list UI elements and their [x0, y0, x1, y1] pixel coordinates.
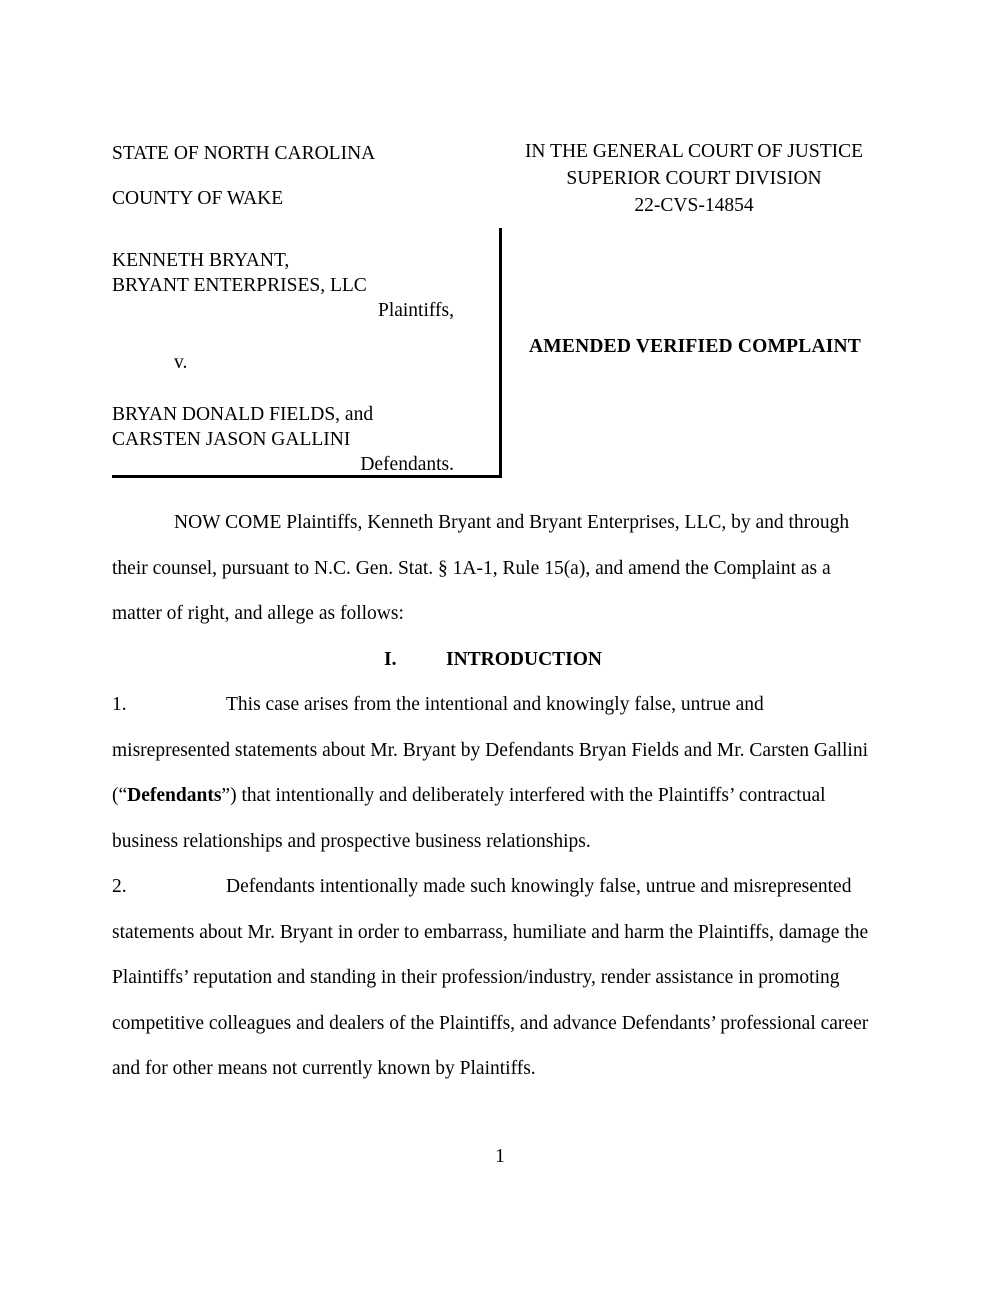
plaintiff-name-1: KENNETH BRYANT,: [112, 250, 290, 271]
defendant-name-2: CARSTEN JASON GALLINI: [112, 429, 351, 450]
page-number: 1: [495, 1146, 505, 1167]
document-header: [112, 138, 888, 219]
preamble-line-3: matter of right, and allege as follows:: [112, 603, 404, 624]
paragraph-2-line-2: statements about Mr. Bryant in order to embarrass, humiliate and harm the Plaintiffs, damage the: [112, 921, 869, 943]
paragraph-2: [112, 864, 894, 1092]
section-title: INTRODUCTION: [445, 648, 603, 670]
paragraph-1-number: 1.: [112, 694, 127, 715]
case-number: 22-CVS-14854: [634, 195, 754, 216]
state-line: STATE OF NORTH CAROLINA: [112, 143, 376, 164]
paragraph-1-line-1: 1. This case arises from the intentional and knowingly false, untrue and: [112, 682, 894, 728]
paragraph-2-line-3: Plaintiffs’ reputation and standing in their profession/industry, render assistance in promoting: [112, 967, 840, 988]
versus-label: v.: [174, 352, 188, 373]
paragraph-2-line-1: 2. Defendants intentionally made such knowingly false, untrue and misrepresented: [112, 864, 894, 910]
jurisdiction-block: [112, 138, 500, 214]
document-title: AMENDED VERIFIED COMPLAINT: [528, 336, 862, 357]
paragraph-1-line-3: (“Defendants”) that intentionally and deliberately interfered with the Plaintiffs’ contractual: [112, 785, 826, 806]
paragraph-1: [112, 682, 894, 864]
section-heading-introduction: [92, 637, 894, 683]
paragraph-1-line-4: business relationships and prospective business relationships.: [112, 830, 591, 852]
paragraph-2-line-4: competitive colleagues and dealers of the Plaintiffs, and advance Defendants’ professional career: [112, 1012, 869, 1034]
county-line: COUNTY OF WAKE: [112, 188, 284, 209]
defendant-name-1: BRYAN DONALD FIELDS, and: [112, 404, 374, 425]
court-name-line1: IN THE GENERAL COURT OF JUSTICE: [524, 141, 864, 162]
court-block: [500, 138, 888, 219]
paragraph-2-number: 2.: [112, 876, 127, 897]
document-body: [112, 500, 894, 1092]
preamble-line-2: their counsel, pursuant to N.C. Gen. Stat. § 1A-1, Rule 15(a), and amend the Complaint as a: [112, 557, 831, 579]
defined-term-defendants: Defendants: [127, 785, 222, 806]
paragraph-1-line-2: misrepresented statements about Mr. Bryant by Defendants Bryan Fields and Mr. Carsten Gallini: [112, 739, 869, 761]
court-name-line2: SUPERIOR COURT DIVISION: [566, 168, 822, 189]
parties-block: [112, 248, 472, 477]
section-number: I.: [383, 648, 397, 670]
plaintiff-role-label: Plaintiffs,: [377, 300, 454, 321]
case-caption: [112, 228, 888, 478]
header-spacer: [112, 169, 500, 183]
preamble-line-1: NOW COME Plaintiffs, Kenneth Bryant and Bryant Enterprises, LLC, by and through: [174, 512, 850, 533]
preamble-paragraph: [112, 500, 894, 637]
defendant-role-label: Defendants.: [360, 454, 454, 475]
paragraph-2-line-5: and for other means not currently known by Plaintiffs.: [112, 1058, 536, 1079]
plaintiff-name-2: BRYANT ENTERPRISES, LLC: [112, 275, 367, 296]
